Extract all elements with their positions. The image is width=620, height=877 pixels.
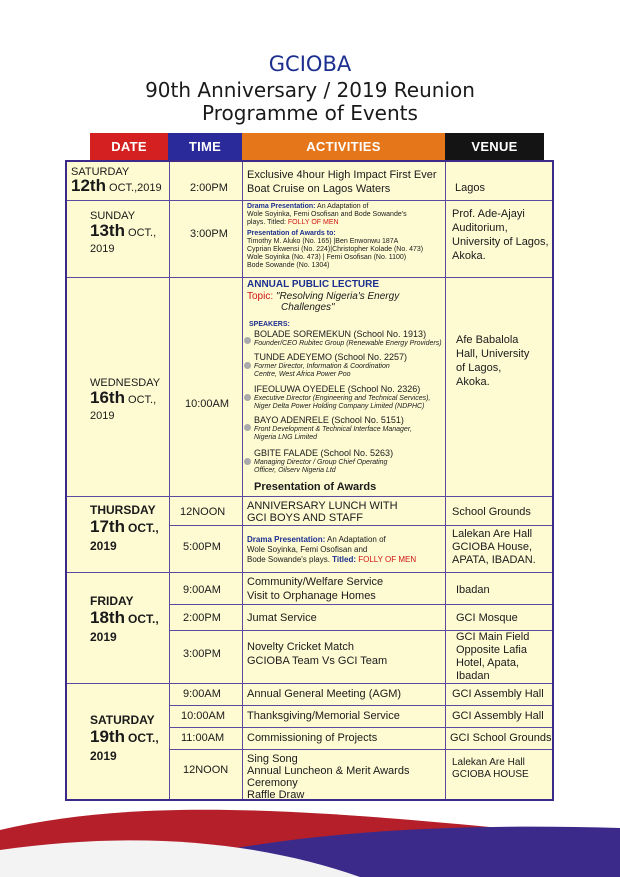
row-divider [169, 749, 552, 750]
event-time: 10:00AM [185, 398, 230, 410]
awards-label: Presentation of Awards to: [247, 230, 336, 237]
venue-text: Opposite Lafia [456, 644, 527, 656]
speaker-role: Founder/CEO Rubitec Group (Renewable Energy Providers) [254, 340, 442, 347]
speaker-role: Niger Delta Power Holding Company Limited (NDPHC) [254, 403, 425, 410]
activity-line: GCI BOYS AND STAFF [247, 512, 363, 524]
date-value [90, 517, 159, 536]
drama-line: Wole Soyinka, Femi Osofisan and [247, 545, 368, 554]
date-day: THURSDAY [90, 503, 156, 517]
venue-text: GCI School Grounds [450, 732, 552, 744]
drama-line [247, 219, 339, 228]
column-header-date: DATE [90, 133, 168, 160]
speaker-role: Front Development & Technical Interface Manager, [254, 426, 412, 433]
venue-text: GCI Assembly Hall [452, 710, 544, 722]
speaker-role: Nigeria LNG Limited [254, 434, 318, 441]
date-number: 17th [90, 517, 125, 536]
topic-line: Challenges" [281, 302, 335, 313]
anniversary-title: 90th Anniversary / 2019 Reunion [145, 78, 475, 102]
date-number: 12th [71, 176, 106, 195]
award-line: Bode Sowande (No. 1304) [247, 262, 330, 269]
column-header-activities: ACTIVITIES [242, 133, 445, 160]
date-year: 2019 [90, 410, 115, 422]
col-divider [169, 162, 170, 799]
date-value [90, 727, 159, 746]
activity-line: Commissioning of Projects [247, 732, 378, 744]
event-time: 9:00AM [183, 584, 221, 596]
drama-title: FOLLY OF MEN [358, 555, 417, 564]
venue-text: Lalekan Are Hall [452, 757, 525, 768]
date-month: OCT., [128, 731, 159, 745]
row-divider [67, 683, 552, 684]
date-month: OCT., [128, 521, 159, 535]
date-day: SATURDAY [71, 166, 130, 178]
activity-line: Boat Cruise on Lagos Waters [247, 183, 391, 195]
date-month: OCT., [128, 227, 157, 239]
date-year: 2019 [90, 539, 117, 553]
date-value [90, 221, 157, 240]
topic-text: "Resolving Nigeria's Energy [275, 291, 400, 302]
event-time: 12NOON [183, 764, 229, 776]
event-time: 2:00PM [190, 182, 228, 194]
date-value [90, 608, 159, 627]
venue-text: Lagos [455, 182, 485, 194]
row-divider [67, 200, 552, 201]
row-divider [67, 496, 552, 497]
date-day: SATURDAY [90, 713, 155, 727]
activity-line: GCIOBA Team Vs GCI Team [247, 655, 388, 667]
venue-text: Ibadan [456, 670, 490, 682]
date-number: 16th [90, 388, 125, 407]
venue-text: GCI Mosque [456, 612, 518, 624]
lecture-title: ANNUAL PUBLIC LECTURE [247, 279, 380, 290]
activity-line: Novelty Cricket Match [247, 641, 354, 653]
date-month: OCT.,2019 [109, 182, 162, 194]
activity-line: ANNIVERSARY LUNCH WITH [247, 500, 398, 512]
row-divider [169, 705, 552, 706]
drama-line [247, 555, 416, 565]
venue-text: School Grounds [452, 506, 531, 518]
venue-text: Prof. Ade-Ajayi [452, 208, 525, 220]
award-line: Wole Soyinka (No. 473) | Femi Osofisan (No. 1100) [247, 254, 407, 261]
event-time: 9:00AM [183, 688, 221, 700]
speaker-bullet [244, 394, 251, 401]
event-time: 2:00PM [183, 612, 221, 624]
activity-line: Annual General Meeting (AGM) [247, 688, 402, 700]
event-time: 10:00AM [181, 710, 226, 722]
drama-line: Wole Soyinka, Femi Osofisan and Bode Sowande's [247, 211, 407, 218]
event-time: 11:00AM [181, 732, 225, 744]
date-day: WEDNESDAY [90, 377, 161, 389]
date-year: 2019 [90, 630, 117, 644]
bottom-wave-decoration [0, 800, 620, 877]
date-number: 13th [90, 221, 125, 240]
venue-text: of Lagos, [456, 362, 502, 374]
award-line: Timothy M. Aluko (No. 165) |Ben Enwonwu 187A [247, 238, 399, 245]
venue-text: Hall, University [456, 348, 530, 360]
activity-line: Sing Song [247, 753, 298, 765]
drama-text: An Adaptation of [315, 203, 369, 210]
drama-titled: Titled: [332, 555, 359, 564]
venue-text: Afe Babalola [456, 334, 519, 346]
date-value [90, 388, 157, 407]
venue-text: GCI Assembly Hall [452, 688, 544, 700]
speaker-name: TUNDE ADEYEMO (School No. 2257) [254, 352, 408, 362]
date-month: OCT., [128, 612, 159, 626]
date-day: SUNDAY [90, 210, 136, 222]
venue-text: APATA, IBADAN. [452, 554, 536, 566]
drama-label: Drama Presentation: [247, 203, 316, 210]
venue-text: Akoka. [456, 376, 490, 388]
row-divider [169, 727, 552, 728]
programme-title: Programme of Events [202, 101, 418, 125]
activity-line: Community/Welfare Service [247, 576, 384, 588]
venue-text: Ibadan [456, 584, 490, 596]
venue-text: GCIOBA House, [452, 541, 533, 553]
row-divider [169, 604, 552, 605]
speaker-bullet [244, 362, 251, 369]
award-line: Cyprian Ekwensi (No. 224)|Christopher Kolade (No. 473) [247, 246, 424, 253]
event-time: 5:00PM [183, 541, 221, 553]
speakers-label: SPEAKERS: [249, 321, 290, 328]
activity-line: Raffle Draw [247, 789, 305, 801]
drama-line [247, 535, 386, 545]
speaker-name: IFEOLUWA OYEDELE (School No. 2326) [254, 384, 421, 394]
event-time: 3:00PM [190, 228, 228, 240]
speaker-name: GBITE FALADE (School No. 5263) [254, 448, 394, 458]
activity-line: Annual Luncheon & Merit Awards [247, 765, 410, 777]
org-title: GCIOBA [268, 52, 352, 76]
row-divider [67, 572, 552, 573]
drama-title: FOLLY OF MEN [287, 219, 339, 226]
date-number: 18th [90, 608, 125, 627]
date-month: OCT., [128, 394, 157, 406]
date-year: 2019 [90, 243, 115, 255]
activity-line: Visit to Orphanage Homes [247, 590, 376, 602]
speaker-role: Officer, Oilserv Nigeria Ltd [254, 467, 336, 474]
venue-text: GCI Main Field [456, 631, 530, 643]
drama-text: Bode Sowande's plays. [247, 555, 333, 564]
column-header-venue: VENUE [445, 133, 544, 160]
drama-text: An Adaptation of [325, 535, 386, 544]
date-value [71, 176, 162, 195]
venue-text: GCIOBA HOUSE [452, 769, 529, 780]
event-time: 3:00PM [183, 648, 221, 660]
row-divider [169, 525, 552, 526]
date-number: 19th [90, 727, 125, 746]
speaker-bullet [244, 337, 251, 344]
speaker-role: Centre, West Africa Power Poo [254, 371, 351, 378]
topic-label: Topic: [247, 291, 276, 302]
venue-text: University of Lagos, [452, 236, 549, 248]
date-day: FRIDAY [90, 594, 134, 608]
date-year: 2019 [90, 749, 117, 763]
speaker-role: Managing Director / Group Chief Operating [254, 459, 388, 466]
event-time: 12NOON [180, 506, 226, 518]
speaker-bullet [244, 458, 251, 465]
venue-text: Hotel, Apata, [456, 657, 519, 669]
speaker-bullet [244, 424, 251, 431]
activity-line: Thanksgiving/Memorial Service [247, 710, 400, 722]
activity-line: Exclusive 4hour High Impact First Ever [247, 169, 437, 181]
col-divider [242, 162, 243, 799]
venue-text: Akoka. [452, 250, 486, 262]
column-header-time: TIME [168, 133, 242, 160]
venue-text: Lalekan Are Hall [452, 528, 533, 540]
awards-heading: Presentation of Awards [254, 481, 377, 493]
speaker-name: BOLADE SOREMEKUN (School No. 1913) [254, 329, 427, 339]
activity-line: Ceremony [247, 777, 298, 789]
drama-text: plays. Titled: [247, 219, 288, 226]
speaker-role: Executive Director (Engineering and Technical Services), [254, 395, 431, 402]
speaker-name: BAYO ADENRELE (School No. 5151) [254, 415, 404, 425]
venue-text: Auditorium, [452, 222, 508, 234]
col-divider [445, 162, 446, 799]
activity-line: Jumat Service [247, 612, 317, 624]
drama-label: Drama Presentation: [247, 535, 326, 544]
speaker-role: Former Director, Information & Coordination [254, 363, 390, 370]
